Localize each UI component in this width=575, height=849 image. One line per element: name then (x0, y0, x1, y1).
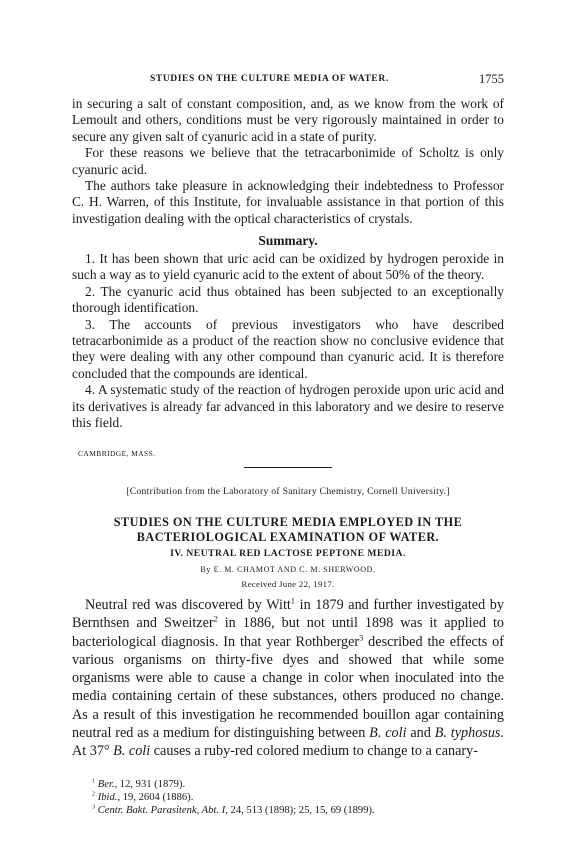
summary-heading: Summary. (258, 233, 318, 248)
article-body (72, 596, 504, 761)
footnote-ref: 3 (359, 632, 364, 642)
body-text: causes a ruby-red colored medium to change to a canary- (150, 743, 478, 760)
footnote-ref: 2 (213, 614, 218, 624)
byline (72, 565, 504, 574)
footnote-number: 3 (92, 804, 96, 811)
byline-by: By (200, 565, 211, 574)
footnote-details: 12, 931 (1879). (117, 779, 186, 790)
body-text: At 37° (72, 743, 114, 760)
footnote-source: Centr. Bakt. Parasitenk, Abt. I, (97, 805, 228, 816)
acknowledgement-paragraph: The authors take pleasure in acknowledging their indebtedness to Professor C. H. Warren, of this Institute, for invaluable assistance in that portion of this investigation dealing with the optical characteristics of crystals. (72, 178, 504, 226)
author-name: C. M. SHERWOOD. (299, 565, 376, 574)
footnote (92, 804, 504, 817)
article-title: STUDIES ON THE CULTURE MEDIA EMPLOYED IN THE BACTERIOLOGICAL EXAMINATION OF WATER. (113, 515, 463, 544)
continuation-paragraph: For these reasons we believe that the tetracarbonimide of Scholtz is only cyanuric acid. (72, 145, 504, 177)
summary-list (72, 251, 504, 431)
footnote-number: 2 (92, 791, 96, 798)
summary-item: 2. The cyanuric acid thus obtained has been subjected to an exceptionally thorough identification. (72, 283, 504, 316)
summary-item: 4. A systematic study of the reaction of hydrogen peroxide upon uric acid and its derivatives is already far advanced in this laboratory and we desire to reserve this field. (72, 382, 504, 431)
page-number: 1755 (479, 72, 504, 86)
author-name: E. M. CHAMOT (213, 565, 276, 574)
body-paragraph (72, 596, 504, 761)
footnote-ref: 1 (290, 596, 295, 606)
organism-name: B. coli (113, 743, 151, 760)
footnote (92, 791, 504, 804)
body-text: in 1886, but not until 1898 was it applied to bacteriological diagnosis. In that year Rothberger (72, 615, 504, 650)
continuation-text (72, 96, 504, 227)
running-head (72, 74, 504, 90)
summary-item: 3. The accounts of previous investigators who have described tetracarbonimide as a product of the reaction show no conclusive evidence that they were dealing with any other compound than cyanuric acid. It is therefore concluded that the compounds are identical. (72, 316, 504, 381)
section-divider (244, 467, 332, 468)
running-title: STUDIES ON THE CULTURE MEDIA OF WATER. (150, 74, 389, 84)
article-subtitle: IV. NEUTRAL RED LACTOSE PEPTONE MEDIA. (170, 548, 406, 559)
footnote-details: 19, 2604 (1886). (120, 792, 194, 803)
place-line: CAMBRIDGE, MASS. (78, 449, 156, 458)
footnote-source: Ber., (97, 779, 118, 790)
body-text: and (406, 725, 435, 742)
footnotes (92, 778, 504, 817)
body-text: in 1879 and further investigated by Bernthsen and Sweitzer (72, 597, 504, 632)
organism-name: B. typhosus. (434, 725, 504, 742)
footnote-source: Ibid., (97, 792, 121, 803)
summary-item: 1. It has been shown that uric acid can be oxidized by hydrogen peroxide in such a way as to yield cyanuric acid to the extent of about 50% of the theory. (72, 251, 504, 283)
organism-name: B. coli (369, 725, 407, 742)
footnote-number: 1 (92, 778, 96, 785)
body-text: Neutral red was discovered by Witt (85, 597, 291, 613)
footnote-details: 24, 513 (1898); 25, 15, 69 (1899). (227, 805, 375, 816)
footnote (92, 778, 504, 791)
received-date: Received June 22, 1917. (241, 579, 335, 589)
continuation-paragraph: in securing a salt of constant composition, and, as we know from the work of Lemoult and others, conditions must be very rigorously maintained in order to secure any given salt of cyanuric acid in a state of purity. (72, 96, 504, 144)
byline-and: AND (277, 565, 297, 574)
body-text: described the effects of various organisms on thirty-five dyes and showed that while some organisms were able to cause a change in color when inoculated into the media containing certain of these substances, others produced no change. As a result of this investigation he recommended bouillon agar containing neutral red as a medium for distinguishing between (72, 633, 505, 742)
contribution-note: [Contribution from the Laboratory of Sanitary Chemistry, Cornell University.] (126, 486, 450, 497)
